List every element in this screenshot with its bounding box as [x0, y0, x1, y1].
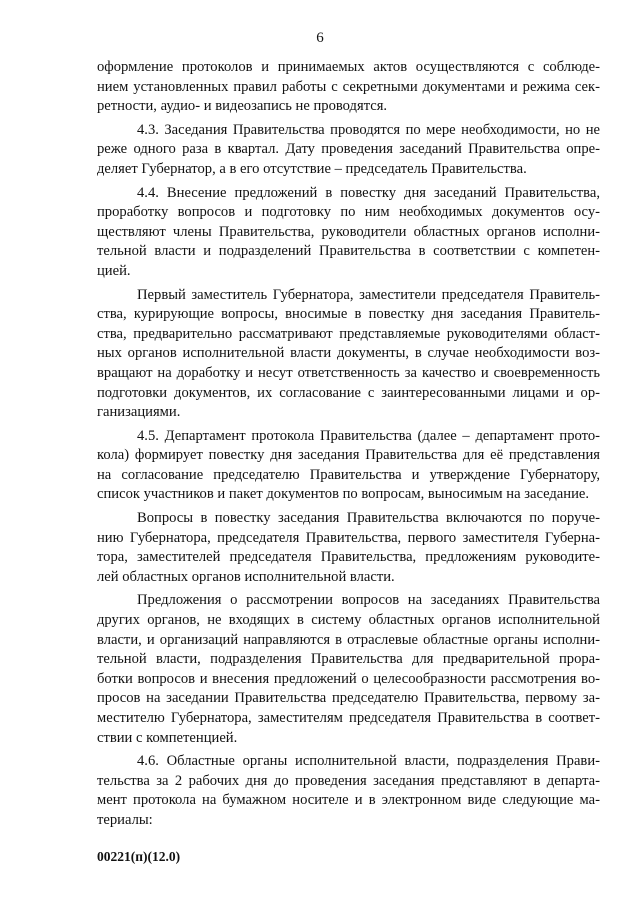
text-line: тельной власти и подразделений Правительства в соответствии с компетен-: [97, 243, 600, 260]
text-line: Предложения о рассмотрении вопросов на заседаниях Правительства: [137, 592, 600, 609]
paragraph-agenda-questions: [97, 509, 600, 587]
text-line: других органов, не входящих в систему областных органов исполнительной: [97, 612, 600, 629]
text-line: ства, предварительно рассматривают представляемые руководителями област-: [97, 325, 600, 342]
text-line: кола) формирует повестку дня заседания Правительства для её представления: [97, 447, 600, 464]
paragraph-4-3: [97, 121, 600, 180]
text-line: Первый заместитель Губернатора, заместители председателя Правитель-: [137, 286, 600, 303]
text-line: 4.5. Департамент протокола Правительства (далее – департамент прото-: [137, 427, 600, 444]
text-line: ботки вопросов и внесения предложений о целесообразности рассмотрения во-: [97, 670, 600, 687]
text-line: нию Губернатора, председателя Правительства, первого заместителя Губерна-: [97, 529, 600, 546]
text-line: 4.3. Заседания Правительства проводятся по мере необходимости, но не: [137, 121, 600, 138]
text-line: ганизациями.: [97, 404, 181, 421]
text-line: ществляют члены Правительства, руководители областных органов исполни-: [97, 223, 600, 240]
text-line: Вопросы в повестку заседания Правительства включаются по поруче-: [137, 510, 600, 527]
document-code: 00221(п)(12.0): [97, 849, 181, 864]
text-line: ствии с компетенцией.: [97, 729, 238, 746]
document-body: [97, 58, 600, 831]
text-line: проработку вопросов и подготовку по ним необходимых документов осу-: [97, 204, 600, 221]
text-line: тора, заместителей председателя Правительства, предложениям руководите-: [97, 549, 600, 566]
text-line: 4.4. Внесение предложений в повестку дня заседаний Правительства,: [137, 184, 600, 201]
paragraph-other-bodies: [97, 591, 600, 748]
text-line: мент протокола на бумажном носителе и в электронном виде следующие ма-: [97, 792, 600, 809]
paragraph-4-4: [97, 184, 600, 282]
text-line: нием установленных правил работы с секретными документами и режима сек-: [97, 78, 600, 95]
page-number: 6: [316, 30, 324, 46]
text-line: цией.: [97, 262, 131, 279]
text-line: ных органов исполнительной власти документы, в случае необходимости воз-: [97, 345, 600, 362]
text-line: власти, и организаций направляются в отраслевые областные органы исполни-: [97, 631, 600, 648]
text-line: ретности, аудио- и видеозапись не проводятся.: [97, 98, 388, 115]
text-line: ства, курирующие вопросы, вносимые в повестку дня заседания Правитель-: [97, 306, 600, 323]
text-line: деляет Губернатор, а в его отсутствие – председатель Правительства.: [97, 160, 527, 177]
text-line: реже одного раза в квартал. Дату проведения заседаний Правительства опре-: [97, 141, 600, 158]
paragraph-4-5: [97, 427, 600, 505]
text-line: подготовки документов, их согласование с заинтересованными лицами и ор-: [97, 384, 600, 401]
paragraph-first-deputy: [97, 286, 600, 423]
text-line: тельной власти, подразделения Правительства для предварительной прора-: [97, 651, 600, 668]
paragraph-4-6: [97, 752, 600, 830]
text-line: териалы:: [97, 811, 153, 828]
text-line: список участников и пакет документов по вопросам, выносимым на заседание.: [97, 486, 590, 503]
text-line: тельства за 2 рабочих дня до проведения заседания представляют в департа-: [97, 772, 600, 789]
text-line: местителю Губернатора, заместителям председателя Правительства в соответ-: [97, 710, 600, 726]
text-line: лей областных органов исполнительной власти.: [97, 568, 395, 585]
text-line: вращают на доработку и несут ответственность за качество и своевременность: [97, 364, 600, 381]
text-line: оформление протоколов и принимаемых актов осуществляются с соблюде-: [97, 59, 600, 75]
text-line: на согласование председателю Правительства и утверждение Губернатору,: [97, 466, 600, 483]
paragraph-continuation: [97, 58, 600, 117]
text-line: просов на заседании Правительства председателю Правительства, первому за-: [97, 690, 600, 707]
text-line: 4.6. Областные органы исполнительной власти, подразделения Прави-: [137, 753, 600, 770]
